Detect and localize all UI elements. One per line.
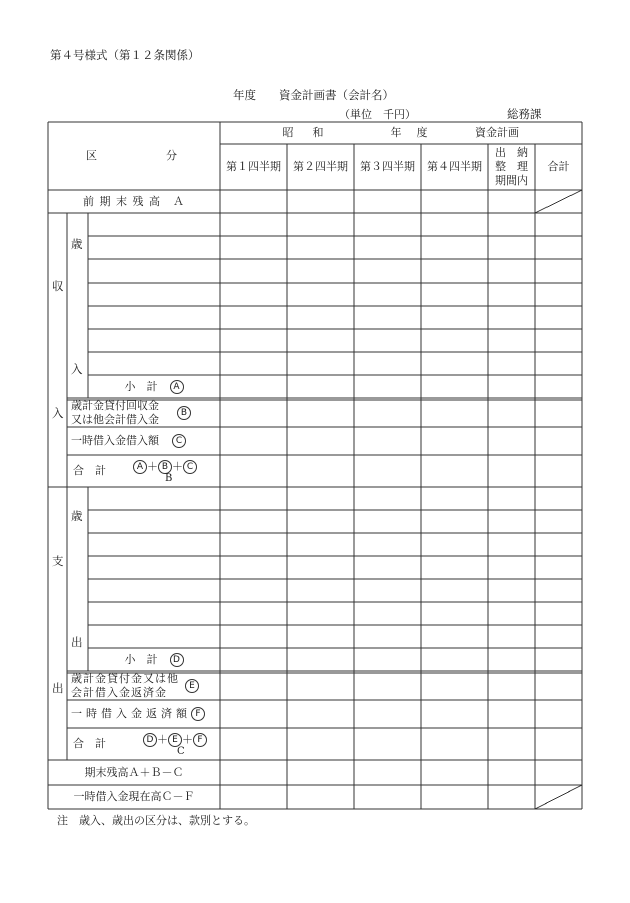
quarter-4-header: 第４四半期: [427, 160, 482, 174]
expenditure-total-result: C: [177, 746, 185, 757]
revenue-total-formula: A ＋ B ＋ C: [133, 458, 197, 474]
revenue-side-char-2: 入: [52, 406, 64, 420]
expenditure-label-top: 歳: [71, 509, 83, 523]
temp-repayment-mark: F: [191, 707, 205, 721]
temp-repayment-text: 一時借入金返済額: [71, 707, 191, 721]
expenditure-side-char-1: 支: [52, 554, 64, 568]
temp-borrowing-text: 一時借入金借入額: [71, 434, 159, 448]
loan-payment-text: [71, 672, 179, 700]
revenue-side-char-1: 収: [52, 279, 64, 293]
form-number: 第４号様式（第１２条関係）: [50, 48, 200, 62]
footnote: 注 歳入、歳出の区分は、款別とする。: [57, 814, 255, 827]
revenue-total-text: 合 計: [73, 464, 106, 478]
outstanding-total-diagonal: [535, 785, 582, 809]
category-header: 区 分: [86, 149, 182, 163]
quarter-1-header: 第１四半期: [226, 160, 281, 174]
temp-borrowing-label: [71, 427, 216, 455]
loan-recovery-text: [71, 399, 159, 427]
plan-label: 資金計画: [475, 126, 519, 140]
settlement-line-3: 期間内: [495, 173, 528, 187]
formula-mark-a: A: [133, 460, 147, 474]
formula-mark-e: E: [168, 733, 182, 747]
document-title: 年度 資金計画書（会計名）: [233, 88, 394, 102]
revenue-label-top: 歳: [71, 237, 83, 251]
revenue-total-result: B: [165, 473, 173, 484]
era-label: 昭 和: [282, 126, 328, 140]
settlement-line-1: 出 納: [495, 146, 528, 160]
revenue-subtotal-mark: A: [170, 380, 184, 394]
temp-outstanding-label: 一時借入金現在高Ｃ－Ｆ: [73, 790, 195, 804]
loan-payment-line-1: 歳計金貸付金又は他: [71, 672, 179, 686]
quarter-3-header: 第３四半期: [360, 160, 415, 174]
loan-payment-label: [71, 672, 218, 700]
loan-payment-mark: E: [185, 679, 199, 693]
loan-recovery-line-1: 歳計金貸付回収金: [71, 399, 159, 413]
expenditure-subtotal-text: 小 計: [124, 652, 158, 666]
department-label: 総務課: [507, 107, 542, 121]
formula-mark-b: B: [158, 460, 172, 474]
temp-borrowing-mark: C: [172, 434, 186, 448]
loan-payment-line-2: 会計借入金返済金: [71, 686, 167, 699]
end-balance-label: 期末残高Ａ＋Ｂ－Ｃ: [84, 765, 184, 779]
expenditure-side-char-2: 出: [52, 681, 64, 695]
expenditure-subtotal-label: [88, 648, 220, 671]
quarter-2-header: 第２四半期: [293, 160, 348, 174]
loan-recovery-mark: B: [177, 406, 191, 420]
prev-balance-label: 前 期 末 残 高 Ａ: [83, 194, 185, 208]
settlement-line-2: 整 理: [495, 160, 528, 174]
prev-balance-total-diagonal: [535, 190, 582, 213]
settlement-period-header: [488, 144, 535, 190]
unit-label: （単位 千円）: [339, 108, 416, 121]
formula-mark-f: F: [193, 733, 207, 747]
temp-repayment-label: [71, 700, 218, 728]
formula-mark-c: C: [183, 460, 197, 474]
expenditure-total-text: 合 計: [73, 737, 106, 751]
revenue-subtotal-label: [88, 375, 220, 398]
loan-recovery-label: [71, 399, 216, 427]
expenditure-label-bottom: 出: [71, 635, 83, 649]
revenue-subtotal-text: 小 計: [124, 379, 158, 393]
total-header: 合計: [547, 160, 570, 174]
fiscal-year-label: 年 度: [390, 126, 430, 140]
expenditure-total-formula: D ＋ E ＋ F: [143, 731, 207, 747]
formula-mark-d: D: [143, 733, 157, 747]
loan-recovery-line-2: 又は他会計借入金: [71, 413, 159, 426]
expenditure-subtotal-mark: D: [170, 653, 184, 667]
revenue-label-bottom: 入: [71, 362, 83, 376]
